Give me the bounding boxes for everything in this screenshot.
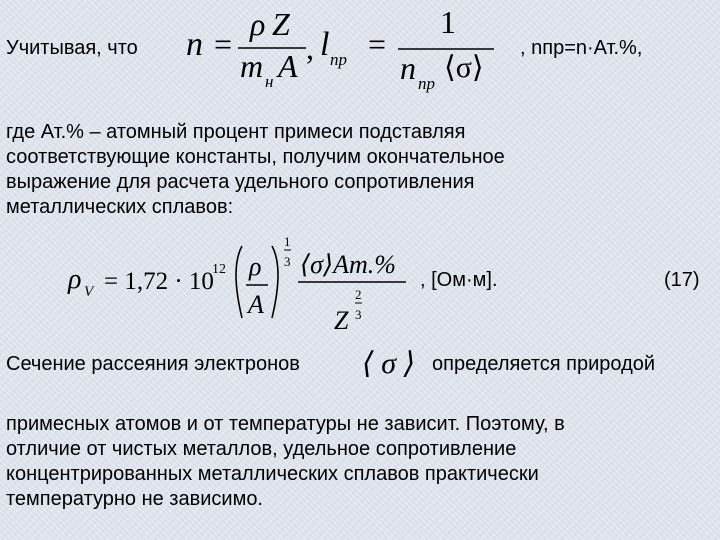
paragraph-line: металлических сплавов: [6,196,234,218]
paragraph-line: отличие от чистых металлов, удельное сопротивление [6,438,517,460]
z-power-den: 3 [355,307,362,322]
paragraph-line: соответствующие константы, получим окончательное [6,146,505,168]
formula-eq-2: = [368,26,387,62]
paragraph-line: концентрированных металлических сплавов практически [6,463,539,485]
formula-n: n [186,26,203,63]
paragraph-line: где Ат.% – атомный процент примеси подставляя [6,121,466,143]
equation-number: (17) [664,269,700,291]
frac-A: A [248,290,264,319]
formula-rho: ρ [250,6,266,42]
rho-v-sub: V [84,284,94,300]
coefficient: = 1,72 · 10 [104,268,214,295]
units: , [Ом·м]. [420,269,498,291]
formula-m-sub: н [265,72,274,91]
formula-eq-1: = [214,26,233,62]
formula-comma: , [306,30,314,66]
power-num: 1 [284,234,291,249]
formula-Z: Z [272,6,290,42]
formula-A: A [278,48,298,84]
intro-text: Учитывая, что [6,37,138,59]
paragraph-conclusion [6,412,706,512]
formula-l-sub: пр [330,50,347,69]
paragraph-line: температурно не зависимо. [6,488,263,510]
exponent: 12 [212,262,226,277]
paragraph-line: примесных атомов и от температуры не зависит. Поэтому, в [6,413,565,435]
formula-npr-sub: пр [418,74,435,93]
npr-definition: , nпр=n·Ат.%, [520,37,643,59]
frac-rho: ρ [249,252,262,281]
formula-one: 1 [440,4,456,40]
scattering-tail: определяется природой [432,353,656,375]
rho-v: ρ [68,264,82,295]
z-power-num: 2 [355,287,362,302]
scattering-lead: Сечение рассеяния электронов [6,353,300,375]
numerator-expr: ⟨σ⟩Am.% [300,250,396,279]
formula-m: m [240,48,264,84]
denominator-Z: Z [334,306,349,335]
power-den: 3 [284,254,291,269]
sigma-bracket: ⟨ σ ⟩ [362,347,416,380]
paragraph-line: выражение для расчета удельного сопротивления [6,171,475,193]
formula-sigma-bracket: ⟨σ⟩ [444,51,484,84]
formula-npr: n [400,50,416,86]
formula-l: l [320,26,330,63]
